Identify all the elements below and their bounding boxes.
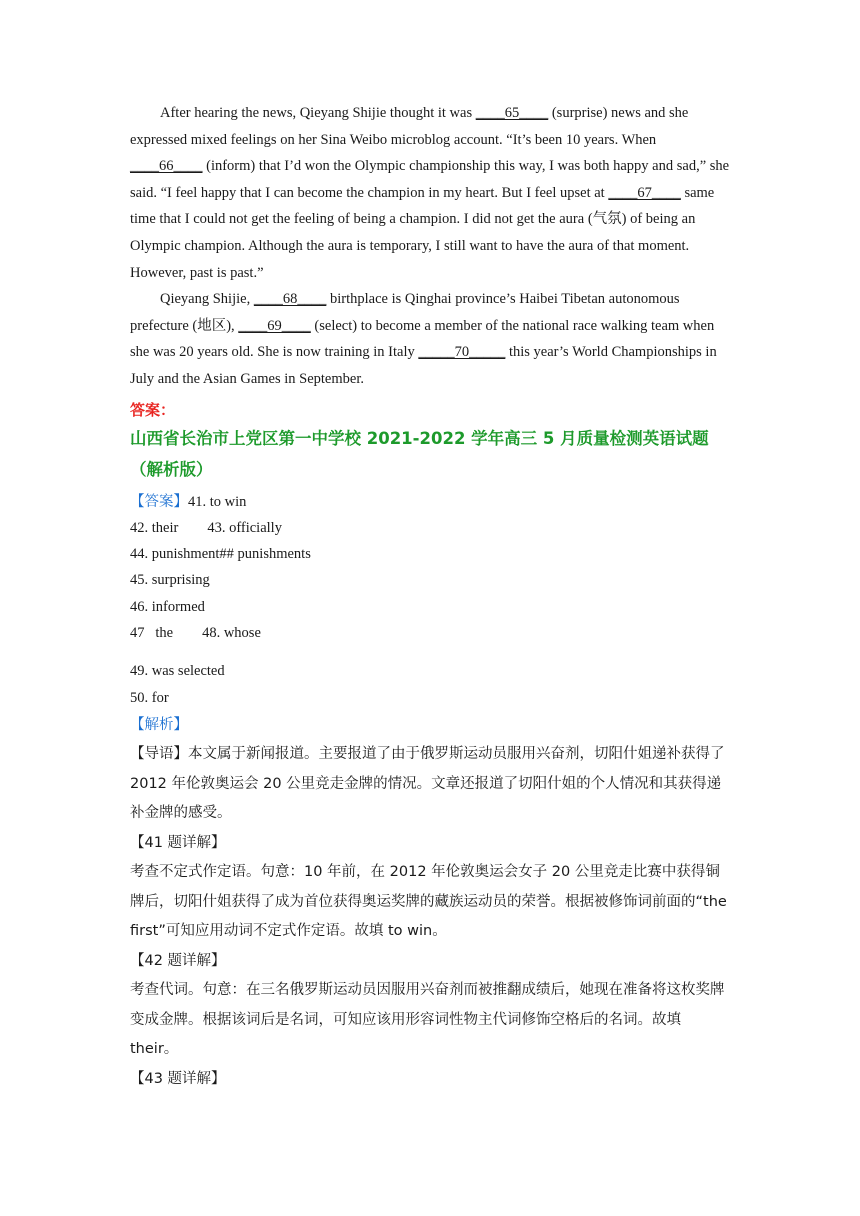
answer-bracket-label: 【答案】 — [130, 493, 188, 510]
answer-line: 47 the 48. whose — [130, 625, 261, 642]
blank-underline: ____67____ — [608, 184, 681, 201]
passage-text: birthplace is Qinghai province’s Haibei Tibetan autonomous prefecture (地区), — [130, 291, 680, 334]
passage-text: same time that I could not get the feeling of being a champion. I did not get the aura (气氛) of being an Olympic champion. Although the aura is temporary, I still want to have the aura of that moment. However, past is past.” — [130, 184, 715, 281]
blank-underline: ____65____ — [475, 105, 549, 121]
passage-text: (surprise) news and she expressed mixed feelings on her Sina Weibo microblog account. “It’s been 10 years. When — [130, 105, 689, 148]
answer-label: 答案： — [130, 400, 176, 419]
blank-underline: ____66____ — [130, 158, 203, 175]
guide-label: 【导语】 — [130, 746, 188, 763]
guide-text: 本文属于新闻报道。主要报道了由于俄罗斯运动员服用兴奋剂，切阳什姐递补获得了 2012 年伦敦奥运会 20 公里竞走金牌的情况。文章还报道了切阳什姐的个人情况和其获得递补金牌的感受。 — [130, 746, 725, 822]
source-title: 山西省长治市上党区第一中学校 2021-2022 学年高三 5 月质量检测英语试题（解析版） — [130, 428, 709, 479]
answer-item: 41. to win — [188, 493, 247, 510]
answer-line: 49. was selected — [130, 663, 225, 680]
passage-paragraph-1 — [130, 100, 732, 286]
answer-line: 42. their 43. officially — [130, 519, 282, 536]
q41-text: 考查不定式作定语。句意：10 年前，在 2012 年伦敦奥运会女子 20 公里竞走比赛中获得铜牌后，切阳什姐获得了成为首位获得奥运奖牌的藏族运动员的荣誉。根据被修饰词前面的“the first”可知应用动词不定式作定语。故填 to win。 — [130, 864, 727, 940]
blank-underline: ____68____ — [253, 291, 327, 308]
guide-paragraph — [130, 740, 732, 829]
passage-text: (select) to become a member of the national race walking team when she was 20 years old. She is now training in Italy — [130, 317, 715, 361]
q42-text: 考查代词。句意：在三名俄罗斯运动员因服用兴奋剂而被推翻成绩后，她现在准备将这枚奖牌变成金牌。根据该词后是名词，可知应该用形容词性物主代词修饰空格后的名词。故填 their。 — [130, 982, 725, 1058]
q42-label: 【42 题详解】 — [130, 952, 226, 969]
blank-underline: _____70_____ — [418, 344, 506, 361]
passage-text: After hearing the news, Qieyang Shijie thought it was — [160, 105, 476, 121]
answer-line: 50. for — [130, 689, 169, 706]
answer-line: 45. surprising — [130, 572, 210, 589]
passage-text: this year’s World Championships in July and the Asian Games in September. — [130, 344, 717, 387]
q41-label: 【41 题详解】 — [130, 834, 226, 851]
answer-first-line — [130, 489, 732, 515]
answer-line: 46. informed — [130, 598, 205, 615]
passage-paragraph-2 — [130, 286, 732, 392]
blank-underline: ____69____ — [238, 317, 311, 334]
passage-text: Qieyang Shijie, — [160, 291, 254, 308]
passage-text: (inform) that I’d won the Olympic championship this way, I was both happy and sad,” she said. “I feel happy that I can become the champion in my heart. But I feel upset at — [130, 158, 730, 201]
q43-label: 【43 题详解】 — [130, 1070, 226, 1087]
answer-line: 44. punishment## punishments — [130, 546, 311, 563]
analysis-label: 【解析】 — [130, 716, 188, 733]
document-page — [130, 100, 732, 1094]
